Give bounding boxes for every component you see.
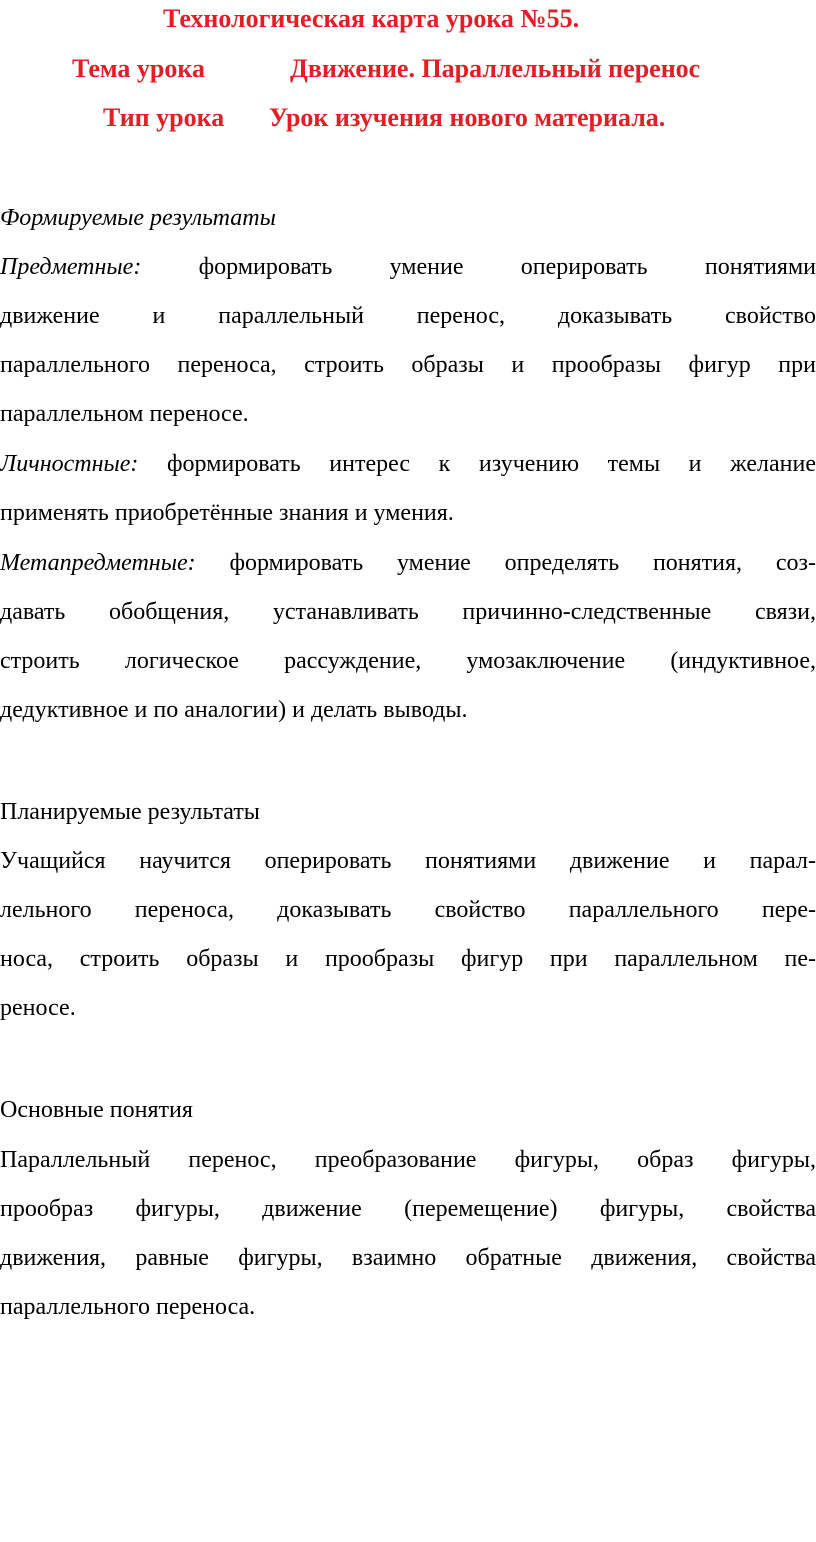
subject-results-line-2: движение и параллельный перенос, доказывать свойство [0, 303, 816, 329]
meta-results-label: Метапредметные: [0, 550, 196, 576]
topic-label: Тема урока [72, 54, 205, 83]
meta-results-line-4: дедуктивное и по аналогии) и делать выводы. [0, 697, 468, 723]
planned-results-line-2: лельного переноса, доказывать свойство параллельного пере- [0, 897, 816, 923]
basic-concepts-line-4: параллельного переноса. [0, 1294, 256, 1320]
basic-concepts-line-3: движения, равные фигуры, взаимно обратные движения, свойства [0, 1245, 816, 1271]
meta-results-line-3: строить логическое рассуждение, умозаключение (индуктивное, [0, 648, 816, 674]
basic-concepts-line-1: Параллельный перенос, преобразование фигуры, образ фигуры, [0, 1147, 816, 1173]
personal-results-line-2: применять приобретённые знания и умения. [0, 500, 454, 526]
planned-results-line-1: Учащийся научится оперировать понятиями движение и парал- [0, 848, 816, 874]
personal-results-line-1 [0, 440, 816, 489]
personal-results-text-1: формировать интерес к изучению темы и желание [167, 451, 816, 477]
meta-results-paragraph [0, 539, 816, 735]
subject-results-text-1: формировать умение оперировать понятиями [198, 254, 816, 280]
lesson-type-label: Тип урока [103, 103, 225, 132]
topic-value: Движение. Параллельный перенос [290, 54, 701, 83]
subject-results-label: Предметные: [0, 254, 142, 280]
planned-results-line-3: носа, строить образы и прообразы фигур при параллельном пе- [0, 946, 816, 972]
subject-results-line-3: параллельного переноса, строить образы и прообразы фигур при [0, 352, 816, 378]
meta-results-line-2: давать обобщения, устанавливать причинно-следственные связи, [0, 599, 816, 625]
basic-concepts-heading: Основные понятия [0, 1097, 193, 1123]
personal-results-label: Личностные: [0, 451, 139, 477]
meta-results-line-1 [0, 539, 816, 588]
subject-results-paragraph [0, 243, 816, 439]
subject-results-line-4: параллельном переносе. [0, 401, 249, 427]
formed-results-heading: Формируемые результаты [0, 205, 276, 231]
lesson-type-value: Урок изучения нового материала. [269, 103, 666, 132]
subject-results-line-1 [0, 243, 816, 292]
planned-results-paragraph [0, 837, 816, 1033]
meta-results-text-1: формировать умение определять понятия, соз- [229, 550, 816, 576]
basic-concepts-line-2: прообраз фигуры, движение (перемещение) фигуры, свойства [0, 1196, 816, 1222]
basic-concepts-paragraph [0, 1136, 816, 1332]
planned-results-line-4: реносе. [0, 995, 76, 1021]
personal-results-paragraph [0, 440, 816, 538]
document-title: Технологическая карта урока №55. [163, 4, 580, 33]
planned-results-heading: Планируемые результаты [0, 799, 260, 825]
